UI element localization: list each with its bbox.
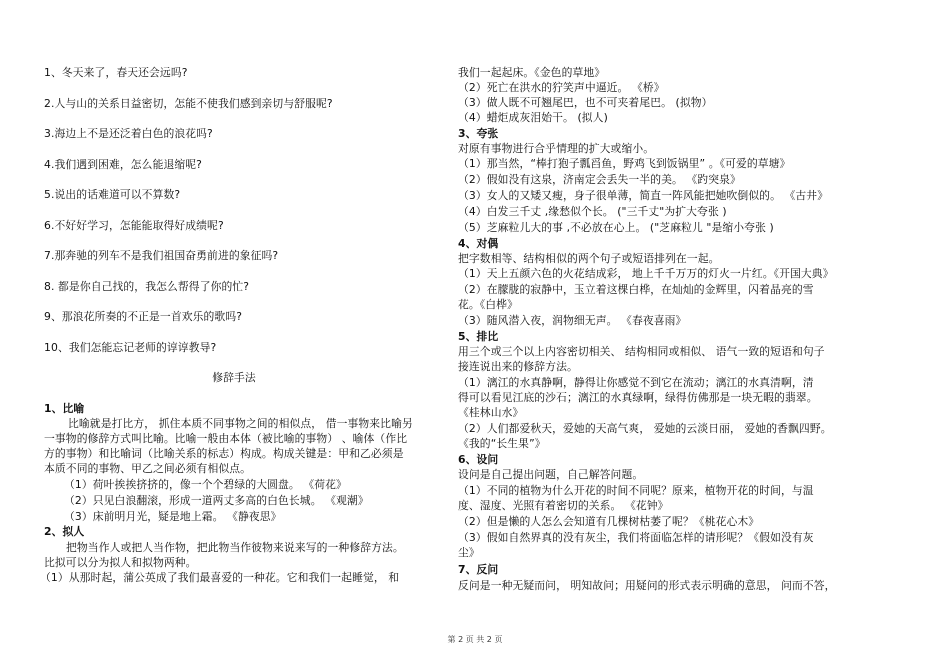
question-5: 5.说出的话难道可以不算数? xyxy=(44,188,181,201)
section-2-text: 把物当作人或把人当作物，把此物当作彼物来说来写的一种修辞方法。 xyxy=(66,541,404,554)
section-4-heading: 4、对偶 xyxy=(458,237,499,250)
section-3-text: 对原有事物进行合乎情理的扩大或缩小。 xyxy=(458,142,655,155)
question-7: 7.那奔驰的列车不是我们祖国奋勇前进的象征吗? xyxy=(44,249,279,262)
section-4-text: 把字数相等、结构相似的两个句子或短语排列在一起。 xyxy=(458,252,720,265)
section-3-example: （2）假如没有这泉，济南定会丢失一半的美。 《趵突泉》 xyxy=(458,173,741,186)
section-5-text: 用三个或三个以上内容密切相关、 结构相同或相似、 语气一致的短语和句子 xyxy=(458,345,825,358)
question-6: 6.不好好学习，怎能能取得好成绩呢? xyxy=(44,219,224,232)
section-2-heading: 2、拟人 xyxy=(44,525,85,538)
section-1-text: 比喻就是打比方， 抓住本质不同事物之间的相似点， 借一事物来比喻另 xyxy=(68,417,413,430)
section-4-example: （1）天上五颜六色的火花结成彩， 地上千千万万的灯火一片红。《开国大典》 xyxy=(458,267,834,280)
section-5-example: 得可以看见江底的沙石；漓江的水真绿啊，绿得仿佛那是一块无暇的翡翠。 xyxy=(458,391,818,404)
page-footer: 第 2 页 共 2 页 xyxy=(447,635,503,644)
section-6-example: （3）假如自然界真的没有灰尘，我们将面临怎样的请形呢？《假如没有灰 xyxy=(458,531,814,544)
section-7-heading: 7、反问 xyxy=(458,563,499,576)
section-4-example: 花。《白桦》 xyxy=(458,298,518,311)
section-1-example: （3）床前明月光，疑是地上霜。 《静夜思》 xyxy=(64,510,282,523)
section-6-example: （1）不同的植物为什么开花的时间不同呢？原来，植物开花的时间，与温 xyxy=(458,484,814,497)
section-5-text: 接连说出来的修辞方法。 xyxy=(458,360,578,373)
section-6-example: 度、湿度、光照有着密切的关系。 《花钟》 xyxy=(458,499,669,512)
section-1-text: 方的事物）和比喻词（比喻关系的标志）构成。构成关键是：甲和乙必须是 xyxy=(44,447,404,460)
section-1-example: （2）只见白浪翻滚，形成一道两丈多高的白色长城。 《观潮》 xyxy=(64,494,369,507)
section-2-example: （1）从那时起，蒲公英成了我们最喜爱的一种花。它和我们一起睡觉， 和 xyxy=(40,571,400,584)
section-3-example: （5）芝麻粒儿大的事 ,不必放在心上。 ("芝麻粒儿 "是缩小夸张 ) xyxy=(458,221,774,234)
section-6-heading: 6、设问 xyxy=(458,453,499,466)
section-5-example: （2）人们都爱秋天，爱她的天高气爽， 爱她的云淡日丽， 爱她的香飘四野。 xyxy=(458,422,832,435)
section-6-example: （2）但是懒的人怎么会知道有几棵树枯萎了呢？《桃花心木》 xyxy=(458,515,760,528)
section-title: 修辞手法 xyxy=(212,371,256,384)
section-3-example: （4）白发三千丈 ,缘愁似个长。 ("三千丈"为扩大夸张 ) xyxy=(458,205,727,218)
question-3: 3.海边上不是还泛着白色的浪花吗? xyxy=(44,127,213,140)
section-3-heading: 3、夸张 xyxy=(458,127,499,140)
section-4-example: （2）在朦胧的寂静中，玉立着这棵白桦，在灿灿的金辉里，闪着晶亮的雪 xyxy=(458,283,814,296)
section-1-text: 一事物的修辞方式叫比喻。比喻一般由本体（被比喻的事物） 、喻体（作比 xyxy=(44,432,408,445)
section-1-text: 本质不同的事物、甲乙之间必须有相似点。 xyxy=(44,462,252,475)
section-2-example: （4）蜡炬成灰泪始干。 (拟人) xyxy=(458,111,608,124)
section-5-heading: 5、排比 xyxy=(458,330,499,343)
question-2: 2.人与山的关系日益密切，怎能不使我们感到亲切与舒服呢? xyxy=(44,97,333,110)
question-9: 9、那浪花所奏的不正是一首欢乐的歌吗? xyxy=(44,310,243,323)
question-10: 10、我们怎能忘记老师的谆谆教导? xyxy=(44,341,217,354)
question-1: 1、冬天来了，春天还会远吗? xyxy=(44,66,188,79)
section-2-text: 比拟可以分为拟人和拟物两种。 xyxy=(44,556,197,569)
section-6-example: 尘》 xyxy=(458,546,480,559)
section-2-example: （3）做人既不可翘尾巴，也不可夹着尾巴。 (拟物） xyxy=(458,96,713,109)
section-4-example: （3）随风潜入夜，润物细无声。 《春夜喜雨》 xyxy=(458,314,687,327)
section-6-text: 设问是自己提出问题，自己解答问题。 xyxy=(458,468,644,481)
section-7-text: 反问是一种无疑而问， 明知故问；用疑问的形式表示明确的意思， 问而不答， xyxy=(458,579,836,592)
section-1-heading: 1、比喻 xyxy=(44,402,85,415)
section-2-example: （2）死亡在洪水的狞笑声中逼近。 《桥》 xyxy=(458,81,665,94)
section-5-example: （1）漓江的水真静啊，静得让你感觉不到它在流动；漓江的水真清啊，清 xyxy=(458,376,814,389)
question-8: 8. 都是你自己找的，我怎么帮得了你的忙? xyxy=(44,280,250,293)
section-5-example: 《桂林山水》 xyxy=(458,406,524,419)
question-4: 4.我们遇到困难，怎么能退缩呢? xyxy=(44,158,202,171)
section-5-example: 《我的“长生果”》 xyxy=(458,437,546,450)
section-1-example: （1）荷叶挨挨挤挤的，像一个个碧绿的大圆盘。 《荷花》 xyxy=(64,478,347,491)
section-3-example: （3）女人的又矮又瘦，身子很单薄，简直一阵风能把她吹倒似的。 《古井》 xyxy=(458,189,829,202)
section-3-example: （1）那当然，“棒打狍子瓢舀鱼，野鸡飞到饭锅里” 。《可爱的草塘》 xyxy=(458,157,791,170)
section-2-example: 我们一起起床。《金色的草地》 xyxy=(458,66,606,79)
